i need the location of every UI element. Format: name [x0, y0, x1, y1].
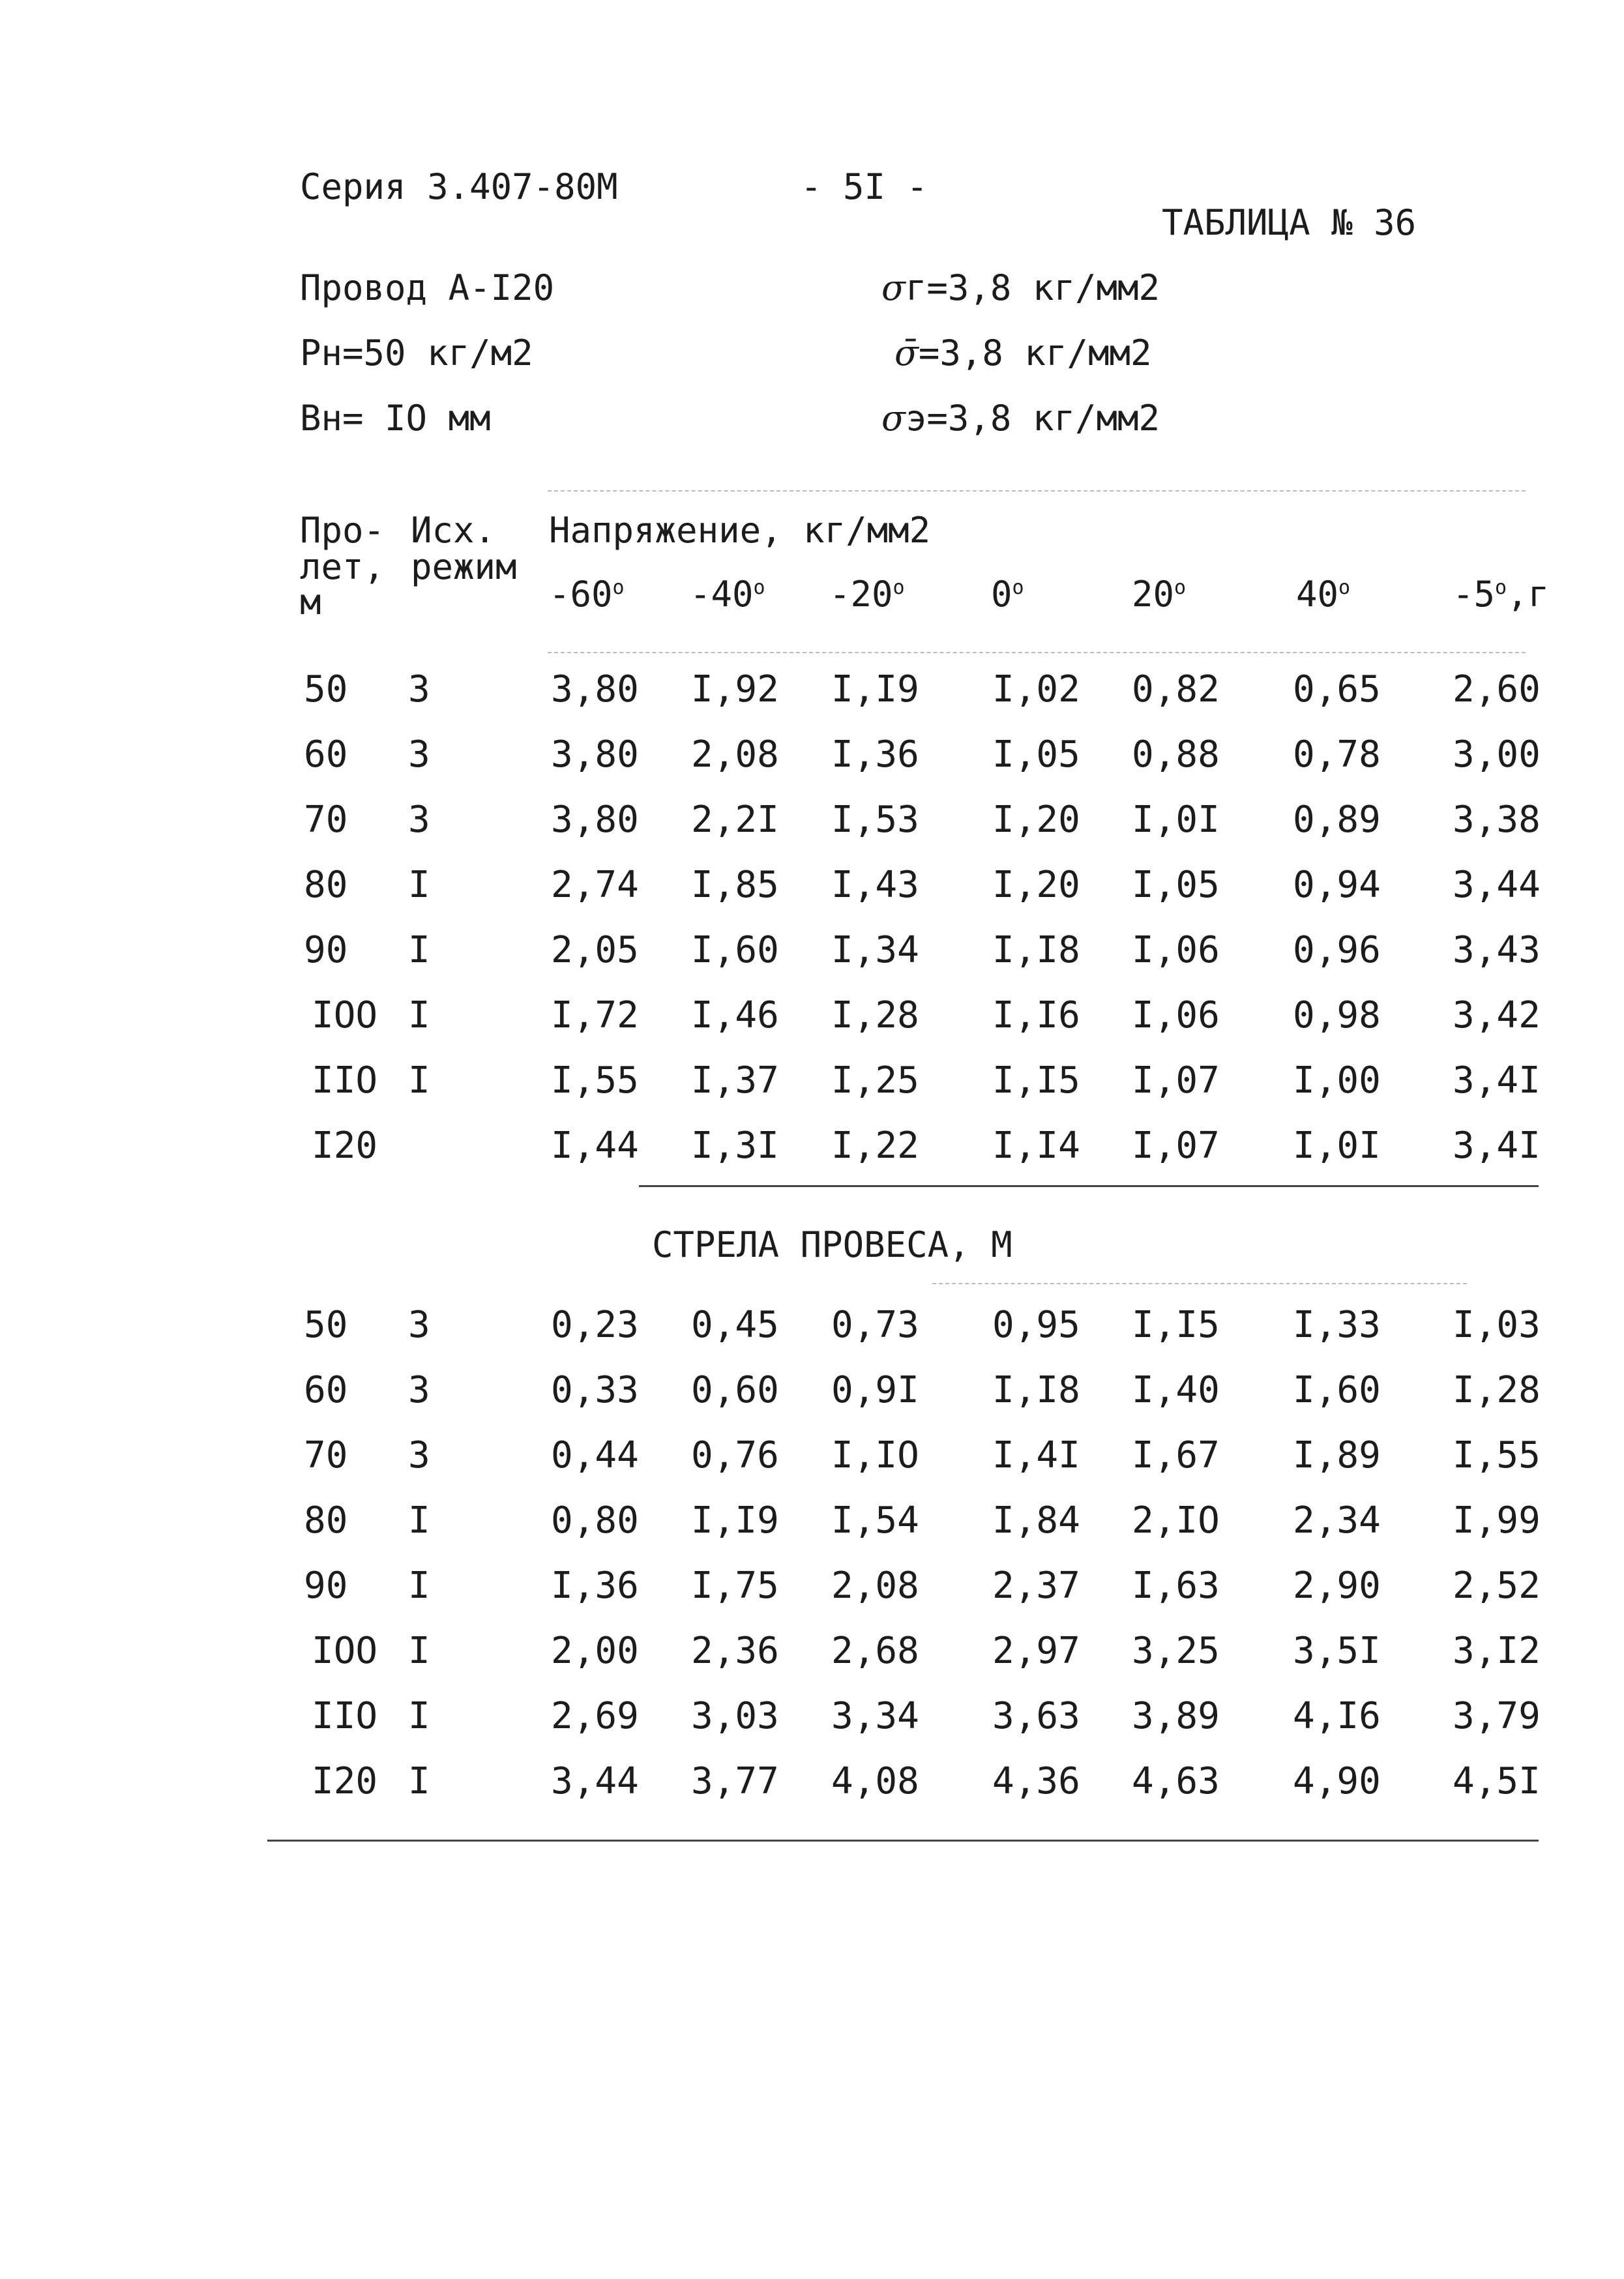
- sigma-symbol: σ: [881, 398, 906, 439]
- sag-value-cell: 3,79: [1453, 1695, 1541, 1737]
- span-cell: I20: [312, 1125, 378, 1167]
- sag-value-cell: I,84: [992, 1499, 1080, 1542]
- stress-value-cell: I,44: [551, 1125, 639, 1167]
- mode-cell: I: [408, 929, 430, 971]
- stress-value-cell: I,02: [992, 668, 1080, 711]
- mode-header-1: Исх.: [411, 510, 496, 551]
- temp-header-2: -20$^o$: [829, 574, 905, 615]
- span-cell: 80: [304, 864, 348, 906]
- sag-value-cell: 4,5I: [1453, 1760, 1541, 1802]
- stress-value-cell: I,46: [691, 994, 779, 1037]
- span-header-2: лет,: [300, 546, 385, 587]
- sag-value-cell: 0,80: [551, 1499, 639, 1542]
- stress-value-cell: 0,88: [1132, 733, 1220, 776]
- sag-value-cell: 2,IO: [1132, 1499, 1220, 1542]
- temp-header-4: 20$^o$: [1132, 574, 1187, 615]
- sag-value-cell: 2,90: [1293, 1565, 1381, 1607]
- stress-value-cell: I,43: [831, 864, 919, 906]
- stress-value-cell: I,05: [992, 733, 1080, 776]
- stress-value-cell: 0,78: [1293, 733, 1381, 776]
- sag-value-cell: 3,I2: [1453, 1630, 1541, 1672]
- sag-value-cell: I,99: [1453, 1499, 1541, 1542]
- mode-cell: 3: [408, 1369, 430, 1411]
- stress-value-cell: I,53: [831, 799, 919, 841]
- mode-cell: I: [408, 1695, 430, 1737]
- sigma-symbol: σ̄: [894, 332, 919, 374]
- span-cell: 50: [304, 1304, 348, 1346]
- stress-value-cell: 0,65: [1293, 668, 1381, 711]
- span-cell: 50: [304, 668, 348, 711]
- stress-value-cell: 2,74: [551, 864, 639, 906]
- sag-value-cell: 0,95: [992, 1304, 1080, 1346]
- mode-cell: 3: [408, 799, 430, 841]
- mode-cell: 3: [408, 1304, 430, 1346]
- span-cell: 70: [304, 1434, 348, 1477]
- stress-value-cell: I,55: [551, 1059, 639, 1102]
- mode-cell: I: [408, 1630, 430, 1672]
- stress-value-cell: I,I9: [831, 668, 919, 711]
- sag-value-cell: 2,37: [992, 1565, 1080, 1607]
- sigma-e-value: э=3,8 кг/мм2: [905, 398, 1160, 439]
- span-cell: 90: [304, 929, 348, 971]
- series-label: Серия 3.407-80М: [300, 166, 618, 207]
- sag-value-cell: 2,00: [551, 1630, 639, 1672]
- stress-value-cell: I,85: [691, 864, 779, 906]
- sag-value-cell: 3,03: [691, 1695, 779, 1737]
- stress-value-cell: I,25: [831, 1059, 919, 1102]
- stress-value-cell: I,37: [691, 1059, 779, 1102]
- span-cell: 70: [304, 799, 348, 841]
- sag-value-cell: I,40: [1132, 1369, 1220, 1411]
- span-cell: IIO: [312, 1695, 378, 1737]
- sag-value-cell: 4,90: [1293, 1760, 1381, 1802]
- span-cell: IOO: [312, 994, 378, 1037]
- stress-value-cell: I,3I: [691, 1125, 779, 1167]
- mode-cell: I: [408, 864, 430, 906]
- stress-value-cell: 3,00: [1453, 733, 1541, 776]
- sag-value-cell: I,63: [1132, 1565, 1220, 1607]
- sag-value-cell: 4,36: [992, 1760, 1080, 1802]
- table-label: ТАБЛИЦА № 36: [1162, 202, 1417, 243]
- stress-bottom-rule: [639, 1185, 1539, 1187]
- stress-value-cell: I,05: [1132, 864, 1220, 906]
- stress-value-cell: 0,96: [1293, 929, 1381, 971]
- stress-value-cell: 2,60: [1453, 668, 1541, 711]
- temp-header-1: -40$^o$: [690, 574, 765, 615]
- stress-value-cell: I,28: [831, 994, 919, 1037]
- stress-value-cell: 0,89: [1293, 799, 1381, 841]
- ice-thickness-label: Вн= IO мм: [300, 398, 491, 439]
- stress-value-cell: I,0I: [1293, 1125, 1381, 1167]
- mode-cell: I: [408, 1565, 430, 1607]
- sigma-minus-value: =3,8 кг/мм2: [918, 332, 1152, 374]
- sag-value-cell: I,I8: [992, 1369, 1080, 1411]
- stress-value-cell: 3,80: [551, 799, 639, 841]
- sag-value-cell: I,55: [1453, 1434, 1541, 1477]
- stress-value-cell: 3,38: [1453, 799, 1541, 841]
- stress-value-cell: 3,4I: [1453, 1125, 1541, 1167]
- wind-pressure-label: Рн=50 кг/м2: [300, 332, 533, 374]
- sag-value-cell: 0,23: [551, 1304, 639, 1346]
- sag-value-cell: I,67: [1132, 1434, 1220, 1477]
- stress-value-cell: I,I4: [992, 1125, 1080, 1167]
- sag-value-cell: 0,73: [831, 1304, 919, 1346]
- stress-value-cell: 0,98: [1293, 994, 1381, 1037]
- sag-value-cell: 2,68: [831, 1630, 919, 1672]
- sag-value-cell: 2,08: [831, 1565, 919, 1607]
- stress-value-cell: 0,82: [1132, 668, 1220, 711]
- stress-value-cell: I,00: [1293, 1059, 1381, 1102]
- span-cell: 60: [304, 1369, 348, 1411]
- stress-value-cell: 3,80: [551, 668, 639, 711]
- temp-header-5: 40$^o$: [1296, 574, 1351, 615]
- stress-value-cell: 3,43: [1453, 929, 1541, 971]
- sag-value-cell: 2,97: [992, 1630, 1080, 1672]
- sag-value-cell: 3,5I: [1293, 1630, 1381, 1672]
- sigma-minus-line: [894, 332, 1152, 374]
- stress-value-cell: I,22: [831, 1125, 919, 1167]
- stress-value-cell: I,07: [1132, 1125, 1220, 1167]
- stress-value-cell: I,34: [831, 929, 919, 971]
- sag-value-cell: I,36: [551, 1565, 639, 1607]
- span-cell: 60: [304, 733, 348, 776]
- sag-value-cell: 2,69: [551, 1695, 639, 1737]
- bottom-rule: [267, 1840, 1539, 1842]
- stress-value-cell: I,06: [1132, 929, 1220, 971]
- column-header-rule: [548, 652, 1526, 653]
- header-faint-rule: [548, 490, 1526, 492]
- mode-cell: I: [408, 1059, 430, 1102]
- sag-value-cell: 0,60: [691, 1369, 779, 1411]
- sag-title: СТРЕЛА ПРОВЕСА, М: [652, 1224, 1012, 1265]
- sag-value-cell: I,28: [1453, 1369, 1541, 1411]
- sag-value-cell: I,54: [831, 1499, 919, 1542]
- sag-value-cell: I,60: [1293, 1369, 1381, 1411]
- mode-cell: I: [408, 1499, 430, 1542]
- sigma-g-line: [881, 267, 1160, 308]
- stress-value-cell: I,60: [691, 929, 779, 971]
- mode-cell: 3: [408, 733, 430, 776]
- stress-value-cell: I,I5: [992, 1059, 1080, 1102]
- sag-value-cell: 3,44: [551, 1760, 639, 1802]
- sag-value-cell: I,33: [1293, 1304, 1381, 1346]
- sag-value-cell: 3,25: [1132, 1630, 1220, 1672]
- stress-value-cell: I,0I: [1132, 799, 1220, 841]
- sag-value-cell: 4,08: [831, 1760, 919, 1802]
- span-cell: 90: [304, 1565, 348, 1607]
- page-number: - 5I -: [801, 166, 928, 207]
- span-cell: I20: [312, 1760, 378, 1802]
- stress-value-cell: I,20: [992, 799, 1080, 841]
- sag-value-cell: 0,9I: [831, 1369, 919, 1411]
- stress-value-cell: I,I6: [992, 994, 1080, 1037]
- sigma-symbol: σ: [881, 267, 906, 308]
- sag-value-cell: 0,33: [551, 1369, 639, 1411]
- stress-value-cell: 3,44: [1453, 864, 1541, 906]
- sigma-g-value: г=3,8 кг/мм2: [905, 267, 1160, 308]
- stress-value-cell: I,72: [551, 994, 639, 1037]
- sag-value-cell: I,I5: [1132, 1304, 1220, 1346]
- sag-value-cell: 0,76: [691, 1434, 779, 1477]
- sag-value-cell: 2,36: [691, 1630, 779, 1672]
- sag-value-cell: I,I9: [691, 1499, 779, 1542]
- mode-header-2: режим: [411, 546, 517, 587]
- sag-value-cell: I,03: [1453, 1304, 1541, 1346]
- stress-value-cell: 2,05: [551, 929, 639, 971]
- sigma-e-line: [881, 398, 1160, 439]
- sag-value-cell: I,89: [1293, 1434, 1381, 1477]
- wire-label: Провод А-I20: [300, 267, 555, 308]
- sag-value-cell: 3,63: [992, 1695, 1080, 1737]
- stress-value-cell: I,20: [992, 864, 1080, 906]
- sag-value-cell: 3,89: [1132, 1695, 1220, 1737]
- stress-value-cell: I,36: [831, 733, 919, 776]
- sag-title-rule: [932, 1283, 1467, 1284]
- stress-value-cell: 0,94: [1293, 864, 1381, 906]
- stress-value-cell: 3,4I: [1453, 1059, 1541, 1102]
- stress-value-cell: I,07: [1132, 1059, 1220, 1102]
- sag-value-cell: 2,52: [1453, 1565, 1541, 1607]
- stress-value-cell: 2,2I: [691, 799, 779, 841]
- stress-value-cell: I,92: [691, 668, 779, 711]
- stress-title: Напряжение, кг/мм2: [549, 510, 931, 551]
- mode-cell: 3: [408, 668, 430, 711]
- sag-value-cell: I,4I: [992, 1434, 1080, 1477]
- sag-value-cell: 4,I6: [1293, 1695, 1381, 1737]
- sag-value-cell: 3,34: [831, 1695, 919, 1737]
- temp-header-6: -5$^o$,г: [1453, 574, 1550, 615]
- sag-value-cell: 0,45: [691, 1304, 779, 1346]
- mode-cell: 3: [408, 1434, 430, 1477]
- span-cell: IIO: [312, 1059, 378, 1102]
- span-cell: 80: [304, 1499, 348, 1542]
- span-header-1: Про-: [300, 510, 385, 551]
- sag-value-cell: I,IO: [831, 1434, 919, 1477]
- span-cell: IOO: [312, 1630, 378, 1672]
- sag-value-cell: 4,63: [1132, 1760, 1220, 1802]
- sag-value-cell: 0,44: [551, 1434, 639, 1477]
- mode-cell: I: [408, 1760, 430, 1802]
- stress-value-cell: 2,08: [691, 733, 779, 776]
- temp-header-3: 0$^o$: [991, 574, 1024, 615]
- temp-header-0: -60$^o$: [549, 574, 625, 615]
- sag-value-cell: 2,34: [1293, 1499, 1381, 1542]
- stress-value-cell: I,I8: [992, 929, 1080, 971]
- mode-cell: I: [408, 994, 430, 1037]
- sag-value-cell: I,75: [691, 1565, 779, 1607]
- stress-value-cell: I,06: [1132, 994, 1220, 1037]
- sag-value-cell: 3,77: [691, 1760, 779, 1802]
- span-header-3: м: [300, 581, 321, 623]
- stress-value-cell: 3,80: [551, 733, 639, 776]
- stress-value-cell: 3,42: [1453, 994, 1541, 1037]
